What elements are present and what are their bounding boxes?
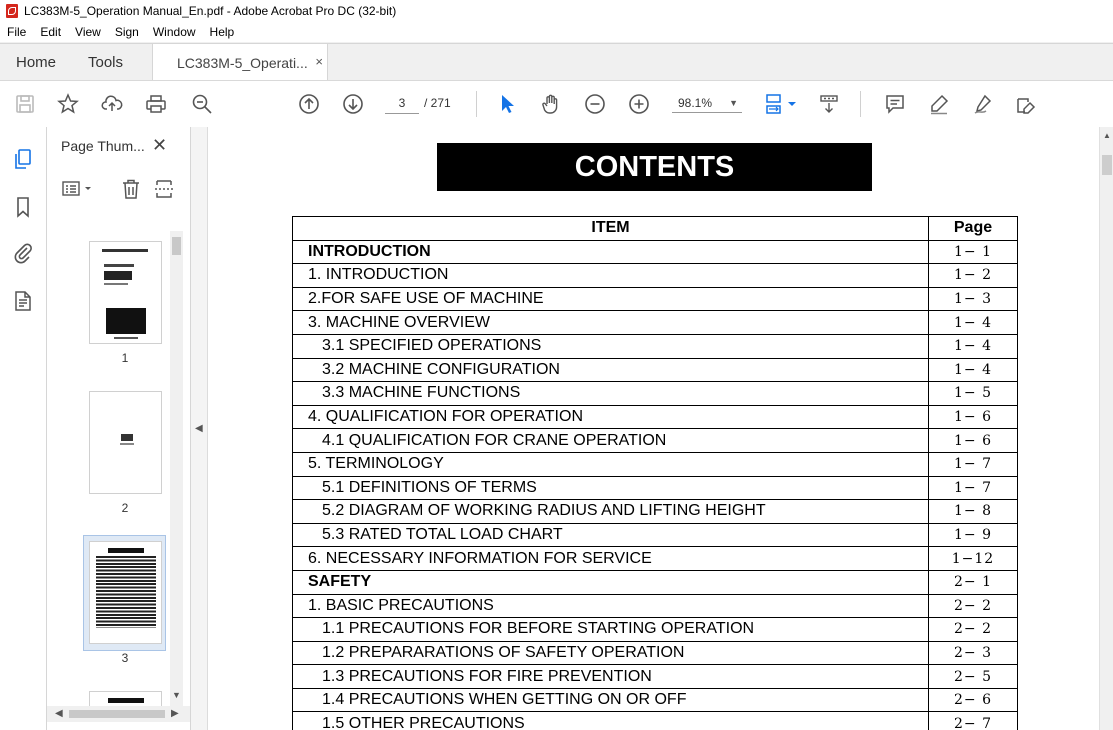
chevron-down-icon: ▼ <box>729 98 738 108</box>
toc-page: 1− 7 <box>929 476 1018 500</box>
table-row <box>293 500 1018 524</box>
toc-item: 1.1 PRECAUTIONS FOR BEFORE STARTING OPERATION <box>293 618 929 642</box>
toc-page: 1− 7 <box>929 452 1018 476</box>
thumb-logo <box>121 434 133 441</box>
toc-item: 1.4 PRECAUTIONS WHEN GETTING ON OR OFF <box>293 688 929 712</box>
toc-page: 1− 2 <box>929 264 1018 288</box>
zoom-in-icon[interactable] <box>626 91 652 117</box>
table-row <box>293 476 1018 500</box>
collapse-panel-icon[interactable]: ◀ <box>195 423 203 434</box>
tab-bar <box>0 43 1113 81</box>
toc-page: 1− 4 <box>929 334 1018 358</box>
table-row <box>293 240 1018 264</box>
thumb-banner <box>108 548 144 553</box>
table-row <box>293 594 1018 618</box>
toc-item: 2.FOR SAFE USE OF MACHINE <box>293 287 929 311</box>
contents-banner: CONTENTS <box>437 143 872 191</box>
toc-item: 4.1 QUALIFICATION FOR CRANE OPERATION <box>293 429 929 453</box>
thumb-text-line <box>104 283 128 285</box>
table-row <box>293 429 1018 453</box>
thumbnail-page-4[interactable] <box>89 691 162 706</box>
toc-page: 1− 9 <box>929 523 1018 547</box>
table-row <box>293 688 1018 712</box>
menu-edit[interactable]: Edit <box>40 25 62 39</box>
document-scrollbar[interactable] <box>1099 127 1113 730</box>
toc-page: 1− 5 <box>929 382 1018 406</box>
sign-pen-icon[interactable] <box>970 91 996 117</box>
pdf-app-icon <box>6 4 18 18</box>
thumbnail-page-1[interactable] <box>89 241 162 344</box>
close-icon[interactable]: ✕ <box>152 135 168 155</box>
toc-page: 2− 2 <box>929 618 1018 642</box>
scroll-left-icon[interactable]: ◀ <box>55 708 63 719</box>
toc-page: 2− 1 <box>929 570 1018 594</box>
find-zoom-icon[interactable] <box>189 91 215 117</box>
scrollbar-thumb[interactable] <box>1102 155 1112 175</box>
thumbnail-number: 2 <box>121 501 129 515</box>
menu-sign[interactable]: Sign <box>114 25 139 39</box>
window-title: LC383M-5_Operation Manual_En.pdf - Adobe Acrobat Pro DC (32-bit) <box>24 4 397 18</box>
tab-document[interactable] <box>152 44 328 82</box>
toc-item: 3.1 SPECIFIED OPERATIONS <box>293 334 929 358</box>
comment-icon[interactable] <box>882 91 908 117</box>
toc-page: 1− 1 <box>929 240 1018 264</box>
document-properties-icon[interactable] <box>11 289 35 313</box>
thumb-table <box>96 556 156 628</box>
left-nav-rail <box>0 127 47 730</box>
menu-window[interactable]: Window <box>152 25 196 39</box>
tab-document-label: LC383M-5_Operati... <box>177 55 308 71</box>
table-row <box>293 382 1018 406</box>
toc-item: 3.2 MACHINE CONFIGURATION <box>293 358 929 382</box>
toc-page: 1− 6 <box>929 405 1018 429</box>
highlight-pen-icon[interactable] <box>926 91 952 117</box>
toc-item: 6. NECESSARY INFORMATION FOR SERVICE <box>293 547 929 571</box>
tab-close-icon[interactable]: × <box>315 54 323 69</box>
share-upload-icon[interactable] <box>99 91 125 117</box>
thumbnail-hscrollbar[interactable] <box>47 706 190 722</box>
previous-page-icon[interactable] <box>296 91 322 117</box>
toc-page: 2− 5 <box>929 665 1018 689</box>
thumb-header-line <box>102 249 148 252</box>
table-row <box>293 287 1018 311</box>
table-row <box>293 665 1018 689</box>
scroll-up-icon[interactable]: ▲ <box>1103 131 1111 140</box>
table-header-row <box>293 217 1018 241</box>
table-row <box>293 570 1018 594</box>
toc-page: 1− 3 <box>929 287 1018 311</box>
toolbar-divider <box>860 91 861 117</box>
extract-page-icon[interactable] <box>153 178 175 200</box>
thumb-text-line <box>104 264 134 267</box>
panel-toolbar <box>47 175 190 205</box>
thumb-footer-line <box>114 337 138 339</box>
table-row <box>293 358 1018 382</box>
page-total: / 271 <box>424 96 451 110</box>
zoom-level-select[interactable] <box>672 93 742 113</box>
table-row <box>293 618 1018 642</box>
thumbnail-options-icon[interactable] <box>61 179 95 199</box>
table-row <box>293 311 1018 335</box>
table-row <box>293 547 1018 571</box>
thumb-model-title <box>104 271 132 280</box>
print-icon[interactable] <box>143 91 169 117</box>
toc-item: SAFETY <box>293 570 929 594</box>
thumb-text-line <box>120 443 134 445</box>
toc-item: 1. BASIC PRECAUTIONS <box>293 594 929 618</box>
menu-file[interactable]: File <box>7 25 27 39</box>
thumbnail-page-3[interactable] <box>89 541 162 644</box>
toc-page: 2− 7 <box>929 712 1018 730</box>
delete-page-icon[interactable] <box>120 178 142 200</box>
toc-item: 3. MACHINE OVERVIEW <box>293 311 929 335</box>
next-page-icon[interactable] <box>340 91 366 117</box>
table-row <box>293 641 1018 665</box>
table-body <box>293 240 1018 730</box>
column-header-page: Page <box>929 217 1018 241</box>
tab-tools[interactable]: Tools <box>88 54 124 71</box>
column-header-item: ITEM <box>293 217 929 241</box>
thumbnail-page-2[interactable] <box>89 391 162 494</box>
table-row <box>293 264 1018 288</box>
thumbnail-scrollbar[interactable] <box>170 231 183 706</box>
panel-collapse-strip[interactable] <box>191 127 208 730</box>
menu-view[interactable]: View <box>75 25 101 39</box>
hand-tool-icon[interactable] <box>538 91 564 117</box>
toc-page: 2− 2 <box>929 594 1018 618</box>
toc-item: 5.3 RATED TOTAL LOAD CHART <box>293 523 929 547</box>
toc-page: 1− 8 <box>929 500 1018 524</box>
page-thumbnails-panel <box>47 127 191 730</box>
toc-item: 1.3 PRECAUTIONS FOR FIRE PREVENTION <box>293 665 929 689</box>
table-row <box>293 452 1018 476</box>
scrollbar-thumb[interactable] <box>69 710 165 718</box>
menu-help[interactable]: Help <box>209 25 235 39</box>
scroll-mode-icon[interactable] <box>816 91 842 117</box>
thumb-warning-block <box>106 308 146 334</box>
toc-page: 1− 4 <box>929 358 1018 382</box>
toc-page: 1−12 <box>929 547 1018 571</box>
contents-table <box>292 216 1018 730</box>
bookmark-star-icon[interactable] <box>55 91 81 117</box>
toc-item: 3.3 MACHINE FUNCTIONS <box>293 382 929 406</box>
page-number-input[interactable]: 3 <box>385 93 419 114</box>
toc-item: 1.5 OTHER PRECAUTIONS <box>293 712 929 730</box>
toolbar-divider <box>476 91 477 117</box>
toc-item: 1. INTRODUCTION <box>293 264 929 288</box>
toc-item: 5.2 DIAGRAM OF WORKING RADIUS AND LIFTING HEIGHT <box>293 500 929 524</box>
zoom-out-icon[interactable] <box>582 91 608 117</box>
toc-page: 1− 4 <box>929 311 1018 335</box>
toc-item: 1.2 PREPARARATIONS OF SAFETY OPERATION <box>293 641 929 665</box>
tab-home[interactable]: Home <box>16 54 57 71</box>
table-row <box>293 712 1018 730</box>
toc-item: 4. QUALIFICATION FOR OPERATION <box>293 405 929 429</box>
toc-item: 5. TERMINOLOGY <box>293 452 929 476</box>
thumbnail-list[interactable] <box>47 231 172 706</box>
toc-page: 2− 6 <box>929 688 1018 712</box>
thumbnail-number: 3 <box>121 651 129 665</box>
scroll-right-icon[interactable]: ▶ <box>171 708 179 719</box>
zoom-level-value: 98.1% <box>678 96 713 110</box>
page-thumbnails-icon[interactable] <box>11 147 35 171</box>
save-icon[interactable] <box>12 91 38 117</box>
main-toolbar <box>0 80 1113 128</box>
title-bar <box>0 0 1113 22</box>
fill-sign-icon[interactable] <box>1012 91 1038 117</box>
table-row <box>293 334 1018 358</box>
scrollbar-thumb[interactable] <box>172 237 181 255</box>
toc-page: 1− 6 <box>929 429 1018 453</box>
table-row <box>293 405 1018 429</box>
scroll-down-icon[interactable]: ▼ <box>172 690 181 700</box>
toc-item: 5.1 DEFINITIONS OF TERMS <box>293 476 929 500</box>
bookmarks-icon[interactable] <box>11 195 35 219</box>
page-display-icon[interactable] <box>762 91 800 117</box>
select-cursor-icon[interactable] <box>494 91 520 117</box>
table-row <box>293 523 1018 547</box>
toc-page: 2− 3 <box>929 641 1018 665</box>
document-viewer[interactable] <box>208 127 1099 730</box>
thumb-banner <box>108 698 144 703</box>
menu-bar <box>0 22 1113 42</box>
thumbnail-number: 1 <box>121 351 129 365</box>
panel-title: Page Thum... <box>61 138 145 154</box>
toc-item: INTRODUCTION <box>293 240 929 264</box>
attachments-icon[interactable] <box>11 241 35 265</box>
